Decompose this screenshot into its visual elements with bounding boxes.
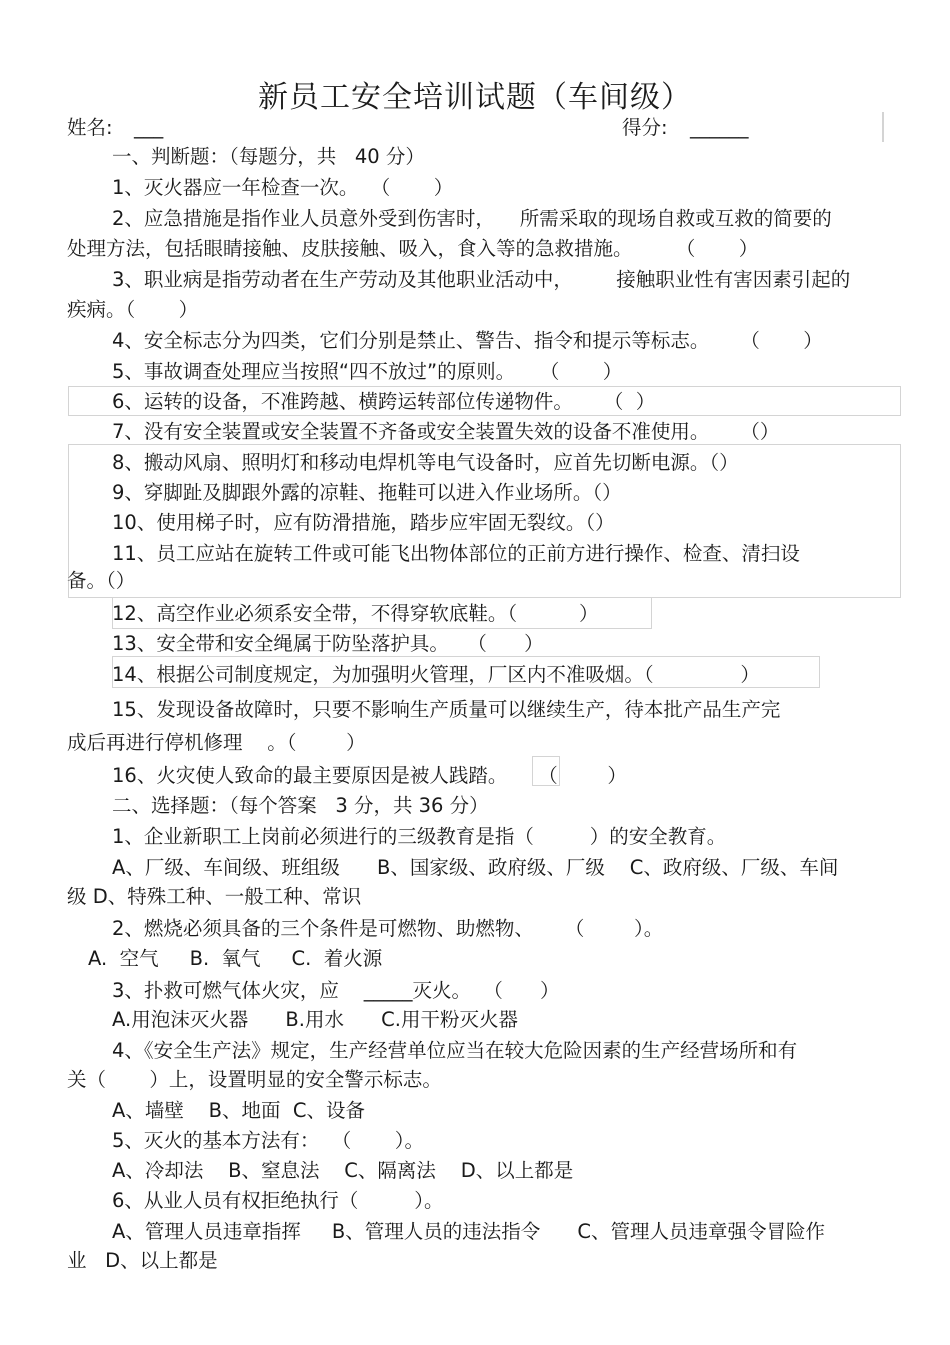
option-line: 级 D、特殊工种、一般工种、常识: [67, 885, 362, 908]
question-line: 13、安全带和安全绳属于防坠落护具。 （ ）: [112, 632, 544, 655]
question-line: 9、穿脚趾及脚跟外露的凉鞋、拖鞋可以进入作业场所。（）: [112, 481, 622, 504]
question-line: 3、职业病是指劳动者在生产劳动及其他职业活动中， 接触职业性有害因素引起的: [112, 268, 851, 291]
option-line: A、厂级、车间级、班组级 B、国家级、政府级、厂级 C、政府级、厂级、车间: [112, 856, 839, 879]
score-label: 得分:: [622, 116, 668, 139]
option-line: 业 D、以上都是: [67, 1249, 218, 1272]
question-line: 1、企业新职工上岗前必须进行的三级教育是指（ ）的安全教育。: [112, 825, 727, 848]
option-line: A、管理人员违章指挥 B、管理人员的违法指令 C、管理人员违章强令冒险作: [112, 1220, 826, 1243]
question-line: 3、扑救可燃气体火灾，应 _____灭火。 （ ）: [112, 979, 560, 1002]
question-line: 2、燃烧必须具备的三个条件是可燃物、助燃物、 （ ）。: [112, 917, 664, 940]
section-heading-choice: 二、选择题：（每个答案 3 分，共 36 分）: [112, 794, 489, 817]
question-line: 8、搬动风扇、照明灯和移动电焊机等电气设备时，应首先切断电源。（）: [112, 451, 739, 474]
question-line: 4、《安全生产法》规定，生产经营单位应当在较大危险因素的生产经营场所和有: [112, 1039, 798, 1062]
question-line: 1、灭火器应一年检查一次。 （ ）: [112, 176, 454, 199]
question-line: 2、应急措施是指作业人员意外受到伤害时， 所需采取的现场自救或互救的简要的: [112, 207, 832, 230]
question-line: 关（ ）上，设置明显的安全警示标志。: [67, 1068, 442, 1091]
score-blank: ______: [690, 116, 749, 139]
question-line: 成后再进行停机修理 。（ ）: [67, 731, 366, 754]
option-line: A. 空气 B. 氧气 C. 着火源: [88, 947, 383, 970]
option-line: A、墙壁 B、地面 C、设备: [112, 1099, 366, 1122]
question-line: 5、灭火的基本方法有： （ ）。: [112, 1129, 424, 1152]
question-line: 处理方法，包括眼睛接触、皮肤接触、吸入，食入等的急救措施。 （ ）: [67, 237, 759, 260]
question-line: 16、火灾使人致命的最主要原因是被人践踏。 （ ）: [112, 764, 627, 787]
question-line: 5、事故调查处理应当按照“四不放过”的原则。 （ ）: [112, 360, 623, 383]
question-line: 4、安全标志分为四类，它们分别是禁止、警告、指令和提示等标志。 （ ）: [112, 329, 823, 352]
question-line: 11、员工应站在旋转工件或可能飞出物体部位的正前方进行操作、检查、清扫设: [112, 542, 800, 565]
option-line: A、冷却法 B、窒息法 C、隔离法 D、以上都是: [112, 1159, 574, 1182]
question-line: 10、使用梯子时，应有防滑措施，踏步应牢固无裂纹。（）: [112, 511, 615, 534]
name-blank: ___: [134, 116, 164, 139]
section-heading-judgment: 一、判断题：（每题分，共 40 分）: [112, 145, 425, 168]
question-line: 14、根据公司制度规定，为加强明火管理，厂区内不准吸烟。（ ）: [112, 663, 760, 686]
question-line: 6、运转的设备，不准跨越、横跨运转部位传递物件。 （ ）: [112, 390, 656, 413]
question-line: 15、发现设备故障时，只要不影响生产质量可以继续生产，待本批产品生产完: [112, 698, 781, 721]
question-line: 12、高空作业必须系安全带，不得穿软底鞋。（ ）: [112, 602, 599, 625]
question-line: 备。（）: [67, 569, 136, 592]
name-label: 姓名:: [67, 116, 113, 139]
question-line: 疾病。（ ）: [67, 298, 199, 321]
option-line: A.用泡沫灭火器 B.用水 C.用干粉灭火器: [112, 1008, 518, 1031]
scan-frame-mark: [882, 112, 884, 142]
question-line: 7、没有安全装置或安全装置不齐备或安全装置失效的设备不准使用。 （）: [112, 420, 780, 443]
question-line: 6、从业人员有权拒绝执行（ ）。: [112, 1189, 444, 1212]
page-title: 新员工安全培训试题（车间级）: [258, 80, 692, 115]
